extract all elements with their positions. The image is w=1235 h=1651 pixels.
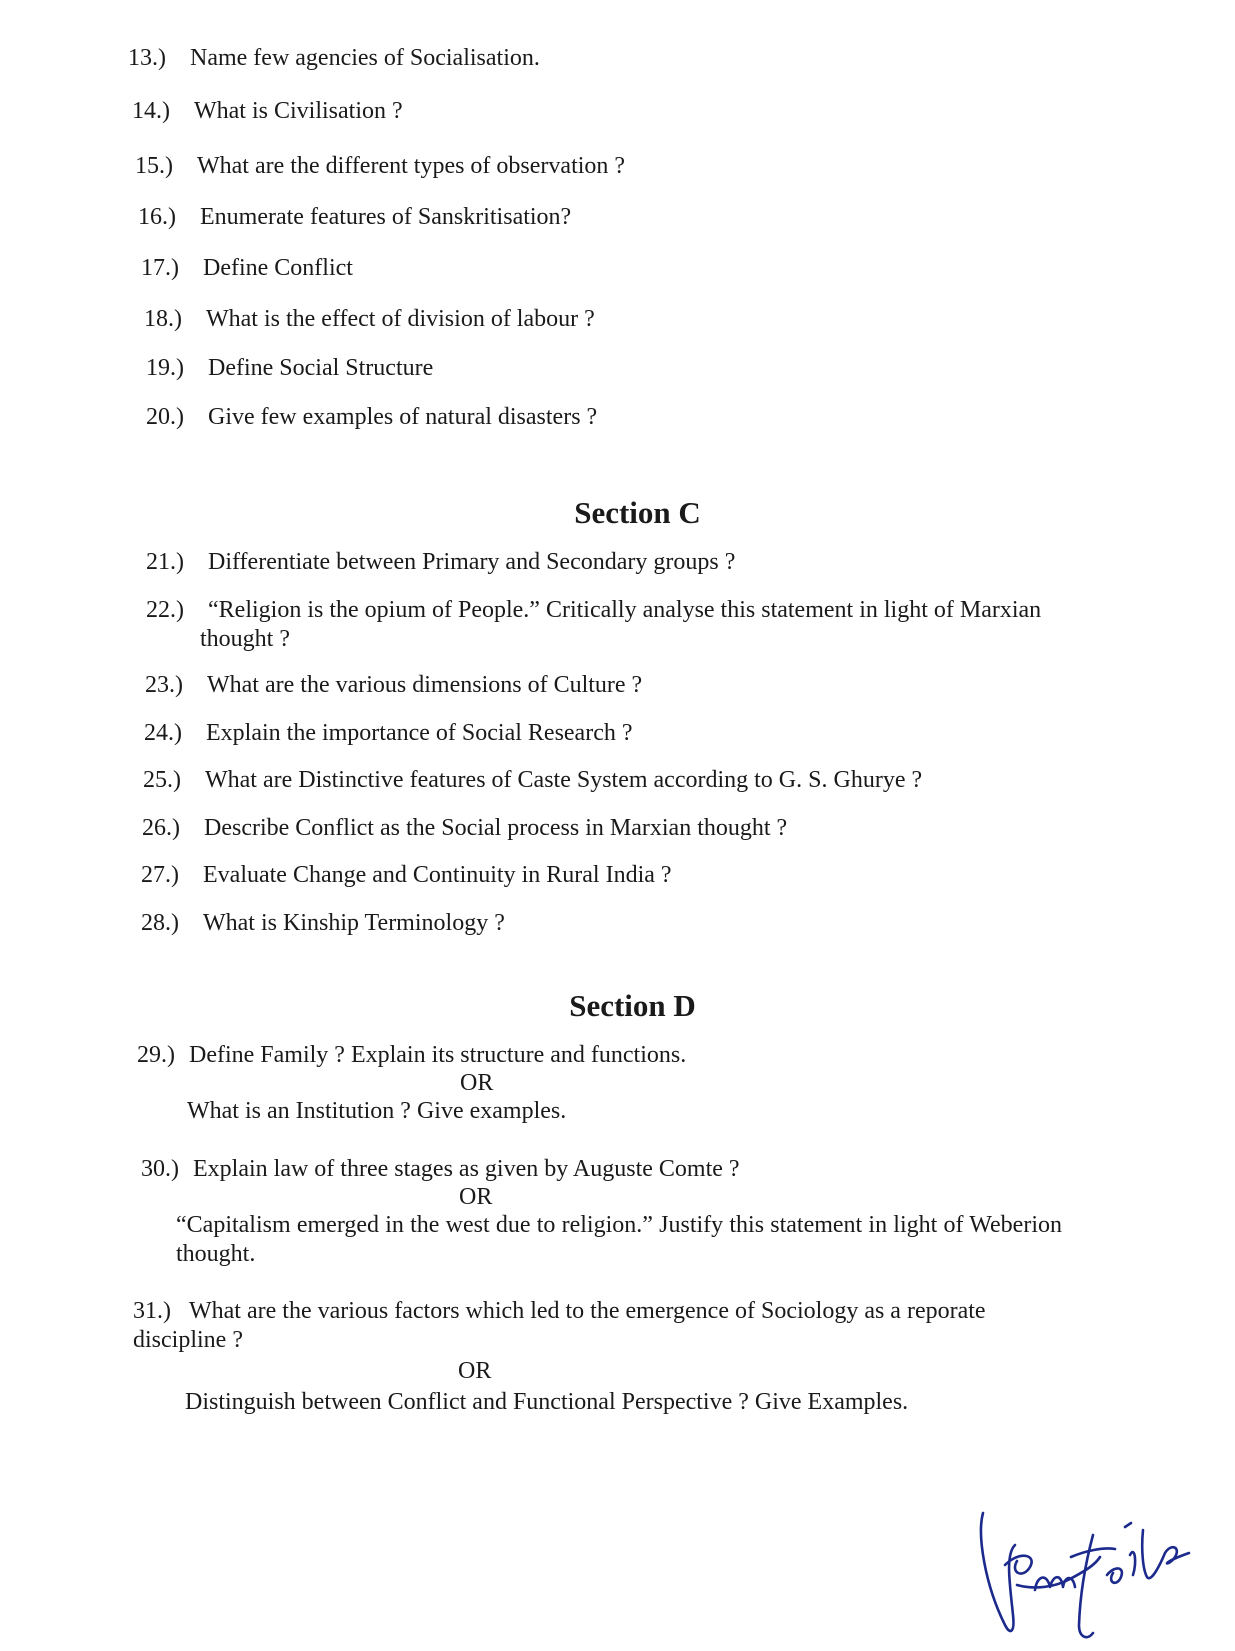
- or-label-30: OR: [459, 1184, 493, 1210]
- question-21: 21.) Differentiate between Primary and Secondary groups ?: [146, 549, 736, 575]
- question-29: 29.) Define Family ? Explain its structure and functions.: [137, 1042, 687, 1068]
- question-26: 26.) Describe Conflict as the Social process in Marxian thought ?: [142, 815, 788, 841]
- question-19: 19.) Define Social Structure: [146, 355, 434, 381]
- section-c-heading: Section C: [574, 495, 701, 530]
- signature-mark: [975, 1495, 1195, 1645]
- question-23: 23.) What are the various dimensions of Culture ?: [145, 672, 643, 698]
- question-31-alternative: Distinguish between Conflict and Functional Perspective ? Give Examples.: [185, 1389, 909, 1415]
- section-d-heading: Section D: [569, 988, 696, 1023]
- question-13: 13.) Name few agencies of Socialisation.: [128, 45, 540, 71]
- question-30: 30.) Explain law of three stages as given by Auguste Comte ?: [141, 1156, 740, 1182]
- question-24: 24.) Explain the importance of Social Research ?: [144, 720, 633, 746]
- question-22: 22.) “Religion is the opium of People.” Critically analyse this statement in light of Marxian thought ?: [146, 596, 1066, 654]
- or-label-31: OR: [458, 1358, 492, 1384]
- question-15: 15.) What are the different types of observation ?: [135, 153, 626, 179]
- or-label-29: OR: [460, 1070, 494, 1096]
- question-17: 17.) Define Conflict: [141, 255, 353, 281]
- question-20: 20.) Give few examples of natural disasters ?: [146, 404, 598, 430]
- question-14: 14.) What is Civilisation ?: [132, 98, 403, 124]
- question-16: 16.) Enumerate features of Sanskritisation?: [138, 204, 572, 230]
- question-18: 18.) What is the effect of division of labour ?: [144, 306, 595, 332]
- question-27: 27.) Evaluate Change and Continuity in Rural India ?: [141, 862, 672, 888]
- question-25: 25.) What are Distinctive features of Caste System according to G. S. Ghurye ?: [143, 767, 923, 793]
- question-22-continuation: thought ?: [200, 626, 290, 652]
- question-31: 31.) What are the various factors which led to the emergence of Sociology as a reporate discipline ?: [133, 1298, 986, 1353]
- question-30-alternative: “Capitalism emerged in the west due to religion.” Justify this statement in light of Weberion thought.: [176, 1212, 1062, 1267]
- question-28: 28.) What is Kinship Terminology ?: [141, 910, 505, 936]
- question-29-alternative: What is an Institution ? Give examples.: [187, 1098, 567, 1124]
